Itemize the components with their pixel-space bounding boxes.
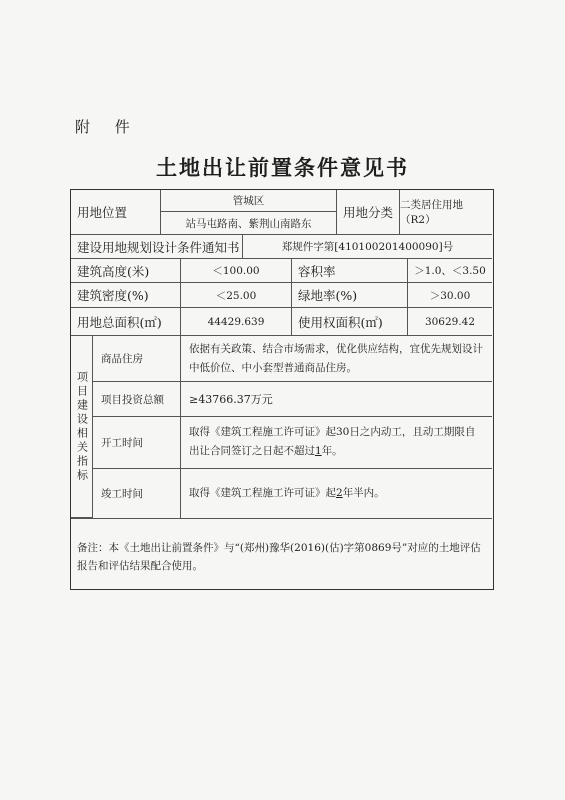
- green-label: 绿地率(%): [292, 283, 408, 308]
- height-value: ＜100.00: [181, 259, 292, 283]
- housing-label: 商品住房: [93, 336, 181, 382]
- category-label: 用地分类: [337, 190, 400, 235]
- housing-text: 依据有关政策、结合市场需求，优化供应结构，宜优先规划设计中低价位、中小套型普通商品住房。: [181, 336, 492, 382]
- location-label: 用地位置: [71, 190, 161, 235]
- density-value: ＜25.00: [181, 283, 292, 308]
- area-value: 44429.639: [181, 308, 292, 336]
- area-label: 用地总面积(㎡): [71, 308, 181, 336]
- green-value: ＞30.00: [408, 283, 492, 308]
- height-label: 建筑高度(米): [71, 259, 181, 283]
- note-divider: [71, 518, 492, 519]
- finish-text-a: 取得《建筑工程施工许可证》起: [189, 487, 336, 499]
- district-value: 管城区: [161, 190, 337, 212]
- far-value: ＞1.0、＜3.50: [408, 259, 492, 283]
- far-label: 容积率: [292, 259, 408, 283]
- start-text-num: 1: [315, 445, 322, 457]
- indicators-label: 项目建设相关指标: [71, 336, 93, 518]
- finish-text: [181, 469, 492, 518]
- density-label: 建筑密度(%): [71, 283, 181, 308]
- finish-label: 竣工时间: [93, 469, 181, 518]
- remarks-note: 备注：本《土地出让前置条件》与“(郑州)豫华(2016)(估)字第0869号”对应的土地评估报告和评估结果配合使用。: [77, 542, 481, 572]
- use-area-value: 30629.42: [408, 308, 492, 336]
- finish-text-num: 2: [336, 487, 343, 499]
- document-title: 土地出让前置条件意见书: [156, 155, 409, 180]
- start-text-b: 年。: [321, 445, 343, 457]
- location-value: 站马屯路南、紫荆山南路东: [161, 212, 337, 235]
- use-area-label: 使用权面积(㎡): [292, 308, 408, 336]
- finish-text-b: 年半内。: [342, 487, 385, 499]
- conditions-form: [70, 189, 494, 590]
- investment-value: ≥43766.37万元: [181, 382, 492, 417]
- category-value: 二类居住用地（R2）: [400, 190, 492, 235]
- notice-value: 郑规件字第[410100201400090]号: [243, 235, 492, 259]
- notice-label: 建设用地规划设计条件通知书: [71, 235, 243, 259]
- attachment-label: 附 件: [75, 118, 140, 136]
- start-label: 开工时间: [93, 417, 181, 469]
- start-text-a: 取得《建筑工程施工许可证》起30日之内动工，且动工期限自出让合同签订之日起不超过: [189, 426, 476, 457]
- investment-label: 项目投资总额: [93, 382, 181, 417]
- start-text: [181, 417, 492, 469]
